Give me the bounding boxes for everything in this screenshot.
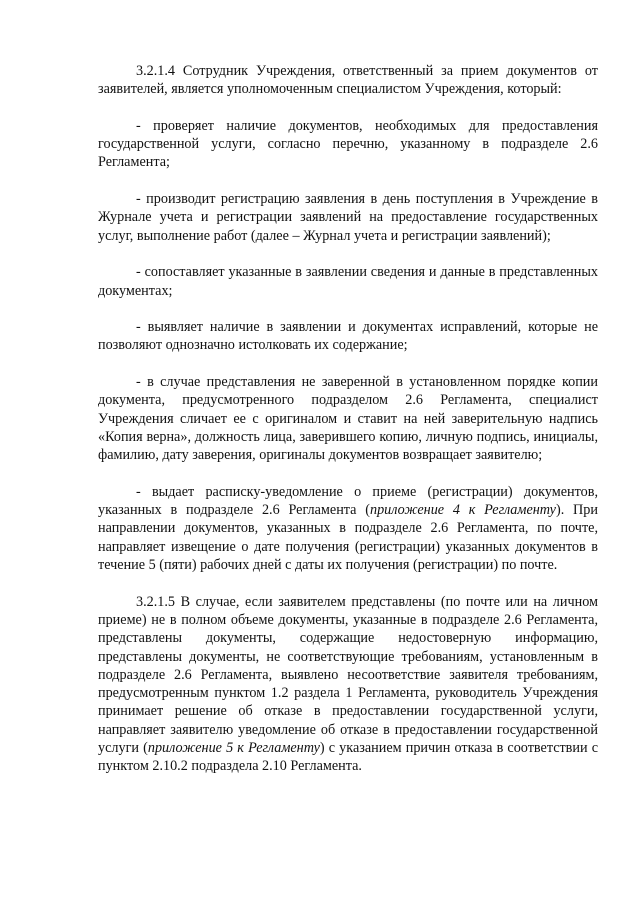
paragraph-certify-copy [98,373,598,464]
paragraph-registration [98,190,598,245]
paragraph-text: - сопоставляет указанные в заявлении сведения и данные в представленных документах; [98,264,598,299]
appendix-reference: приложение 4 к Регламенту [369,502,556,519]
paragraph-text: - выявляет наличие в заявлении и документах исправлений, которые не позволяют однозначно истолковать их содержание; [98,319,598,354]
paragraph-text: - производит регистрацию заявления в день поступления в Учреждение в Журнале учета и регистрации заявлений на предоставление государственных услуг, выполнение работ (далее – Журнал учета и регистрации заявлений); [98,191,598,244]
paragraph-3-2-1-4 [98,62,598,99]
paragraph-text: - в случае представления не заверенной в установленном порядке копии документа, предусмотренного подразделом 2.6 Регламента, специалист Учреждения сличает ее с оригиналом и ставит на ней заверительную надпись «Копия верна», должность лица, заверившего копию, личную подпись, инициалы, фамилию, дату заверения, оригиналы документов возвращает заявителю; [98,374,598,464]
paragraph-text: - проверяет наличие документов, необходимых для предоставления государственной услуги, согласно перечню, указанному в подразделе 2.6 Регламента; [98,117,598,171]
paragraph-text: 3.2.1.4 Сотрудник Учреждения, ответственный за прием документов от заявителей, является уполномоченным специалистом Учреждения, который: [98,63,598,98]
paragraph-text-before: - выдает расписку-уведомление о приеме (регистрации) документов, указанных в подразделе 2.6 Регламента ( [98,483,598,519]
paragraph-text-before: 3.2.1.5 В случае, если заявителем представлены (по почте или на личном приеме) не в полном объеме документы, указанные в подразделе 2.6 Регламента, представлены документы, содержащие недостоверную информацию, представлены документы, не соответствующие требованиям, установленным в подразделе 2.6 Регламента, выявлено несоответствие заявителя требованиям, предусмотренным пунктом 1.2 раздела 1 Регламента, руководитель Учреждения принимает решение об отказе в предоставлении государственной услуги, направляет заявителю уведомление об отказе в предоставлении государственной услуги ( [98,593,598,756]
paragraph-text-after: ). При направлении документов, указанных в подразделе 2.6 Регламента, по почте, направляет извещение о дате получения (регистрации) указанных документов в течение 5 (пяти) рабочих дней с даты их получения (регистрации) по почте. [98,502,598,574]
paragraph-3-2-1-5 [98,593,598,776]
paragraph-check-documents [98,117,598,172]
paragraph-issue-receipt [98,483,598,574]
paragraph-text-after: ) с указанием причин отказа в соответствии с пунктом 2.10.2 подраздела 2.10 Регламента. [98,739,598,775]
document-body [98,62,598,776]
appendix-reference: приложение 5 к Регламенту [147,739,320,756]
paragraph-detect-corrections [98,318,598,355]
paragraph-compare-data [98,263,598,300]
